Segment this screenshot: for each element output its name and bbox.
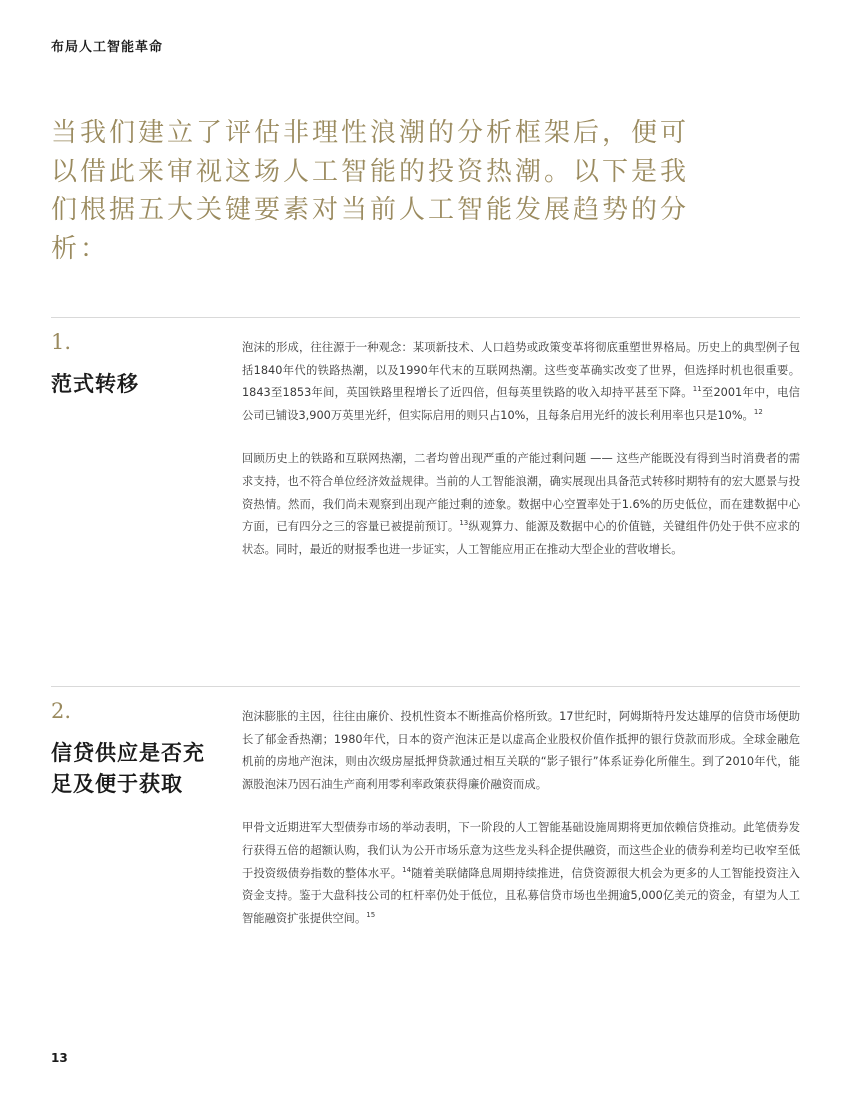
section-number: 2.	[51, 699, 72, 723]
text-run: 随着美联储降息周期持续推进，信贷资源很大机会为更多的人工智能投资注入资金支持。鉴于大盘科技公司的杠杆率仍处于低位，且私募信贷市场也坐拥逾5,000亿美元的资金，有望为人工智能融资扩张提供空间。	[242, 866, 800, 925]
text-run: 甲骨文近期进军大型债券市场的举动表明，下一阶段的人工智能基础设施周期将更加依赖信贷推动。此笔债券发行获得五倍的超额认购，我们认为公开市场乐意为这些龙头科企提供融资，而这些企业的债券利差均已收窄至低于投资级债券指数的整体水平。	[242, 821, 800, 880]
section-body	[242, 337, 800, 582]
footnote-ref: 11	[692, 385, 702, 394]
section-divider	[51, 317, 800, 318]
body-paragraph	[242, 448, 800, 561]
body-paragraph	[242, 337, 800, 427]
text-run: 泡沫的形成，往往源于一种观念：某项新技术、人口趋势或政策变革将彻底重塑世界格局。历史上的典型例子包括1840年代的铁路热潮，以及1990年代末的互联网热潮。这些变革确实改变了世界，但选择时机也很重要。1843至1853年间，英国铁路里程增长了近四倍，但每英里铁路的收入却持平甚至下降。	[242, 341, 800, 400]
footnote-ref: 13	[459, 519, 469, 528]
section-title: 范式转移	[51, 371, 139, 396]
section-title: 信贷供应是否充足及便于获取	[51, 740, 205, 796]
text-run: 至2001年中，电信公司已铺设3,900万英里光纤，但实际启用的则只占10%，且每条启用光纤的波长利用率也只是10%。	[242, 386, 800, 422]
footnote-ref: 12	[753, 408, 763, 417]
section-body	[242, 706, 800, 951]
section-divider	[51, 686, 800, 687]
text-run: 纵观算力、能源及数据中心的价值链，关键组件仍处于供不应求的状态。同时，最近的财报季也进一步证实，人工智能应用正在推动大型企业的营收增长。	[242, 520, 800, 556]
page-number: 13	[51, 1051, 68, 1065]
footnote-ref: 14	[402, 865, 412, 874]
intro-lead-text: 当我们建立了评估非理性浪潮的分析框架后，便可以借此来审视这场人工智能的投资热潮。以下是我们根据五大关键要素对当前人工智能发展趋势的分析：	[51, 118, 690, 264]
text-run: 回顾历史上的铁路和互联网热潮，二者均曾出现严重的产能过剩问题 —— 这些产能既没有得到当时消费者的需求支持，也不符合单位经济效益规律。当前的人工智能浪潮，确实展现出具备范式转移时期特有的宏大愿景与投资热情。然而，我们尚未观察到出现产能过剩的迹象。数据中心空置率处于1.6%的历史低位，而在建数据中心方面，已有四分之三的容量已被提前预订。	[242, 452, 800, 534]
body-paragraph	[242, 706, 800, 796]
running-header: 布局人工智能革命	[51, 40, 164, 55]
text-run: 泡沫膨胀的主因，往往由廉价、投机性资本不断推高价格所致。17世纪时，阿姆斯特丹发达雄厚的信贷市场便助长了郁金香热潮；1980年代，日本的资产泡沫正是以虚高企业股权价值作抵押的银行贷款而形成。全球金融危机前的房地产泡沫，则由次级房屋抵押贷款通过相互关联的“影子银行”体系证券化所催生。到了2010年代，能源股泡沫乃因石油生产商利用零利率政策获得廉价融资而成。	[242, 710, 800, 791]
body-paragraph	[242, 817, 800, 930]
footnote-ref: 15	[366, 910, 376, 919]
section-number: 1.	[51, 330, 72, 354]
